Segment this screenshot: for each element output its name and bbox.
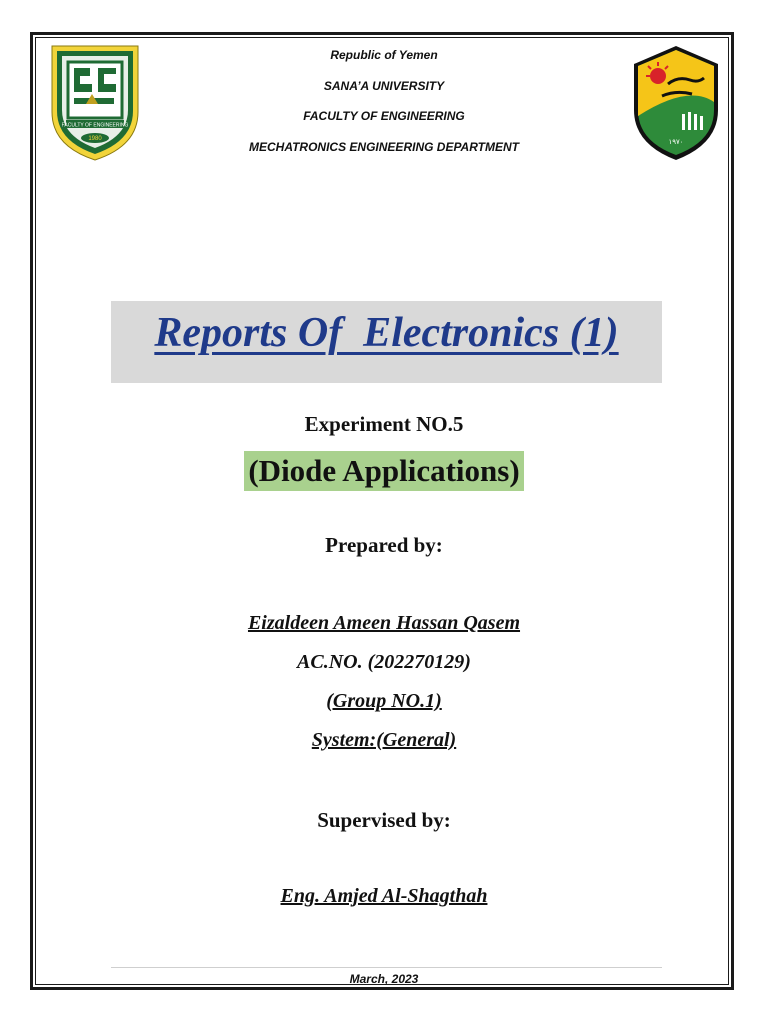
- experiment-name: (Diode Applications): [244, 451, 523, 491]
- student-group: (Group NO.1): [326, 690, 442, 712]
- supervised-by-label: Supervised by:: [317, 808, 451, 832]
- student-name: Eizaldeen Ameen Hassan Qasem: [247, 612, 521, 634]
- header-republic: Republic of Yemen: [330, 48, 438, 62]
- prepared-by-label: Prepared by:: [325, 533, 443, 557]
- left-logo-caption: FACULTY OF ENGINEERING: [61, 122, 129, 129]
- footer-divider: [111, 967, 662, 968]
- header-faculty: FACULTY OF ENGINEERING: [303, 109, 465, 123]
- header-university: SANA’A UNIVERSITY: [323, 79, 445, 93]
- header-department: MECHATRONICS ENGINEERING DEPARTMENT: [248, 140, 519, 154]
- student-system: System:(General): [311, 729, 457, 751]
- page-border-inner: [35, 37, 729, 985]
- report-title: Reports Of Electronics (1): [154, 310, 619, 356]
- experiment-number: Experiment NO.5: [304, 412, 464, 436]
- supervisor-name: Eng. Amjed Al-Shagthah: [280, 885, 488, 907]
- experiment-name-wrap: [0, 451, 768, 491]
- left-logo-year: 1980: [88, 136, 102, 142]
- student-ac-no: AC.NO. (202270129): [297, 651, 471, 673]
- right-logo-year: ١٩٧٠: [668, 138, 684, 146]
- report-date: March, 2023: [349, 972, 419, 986]
